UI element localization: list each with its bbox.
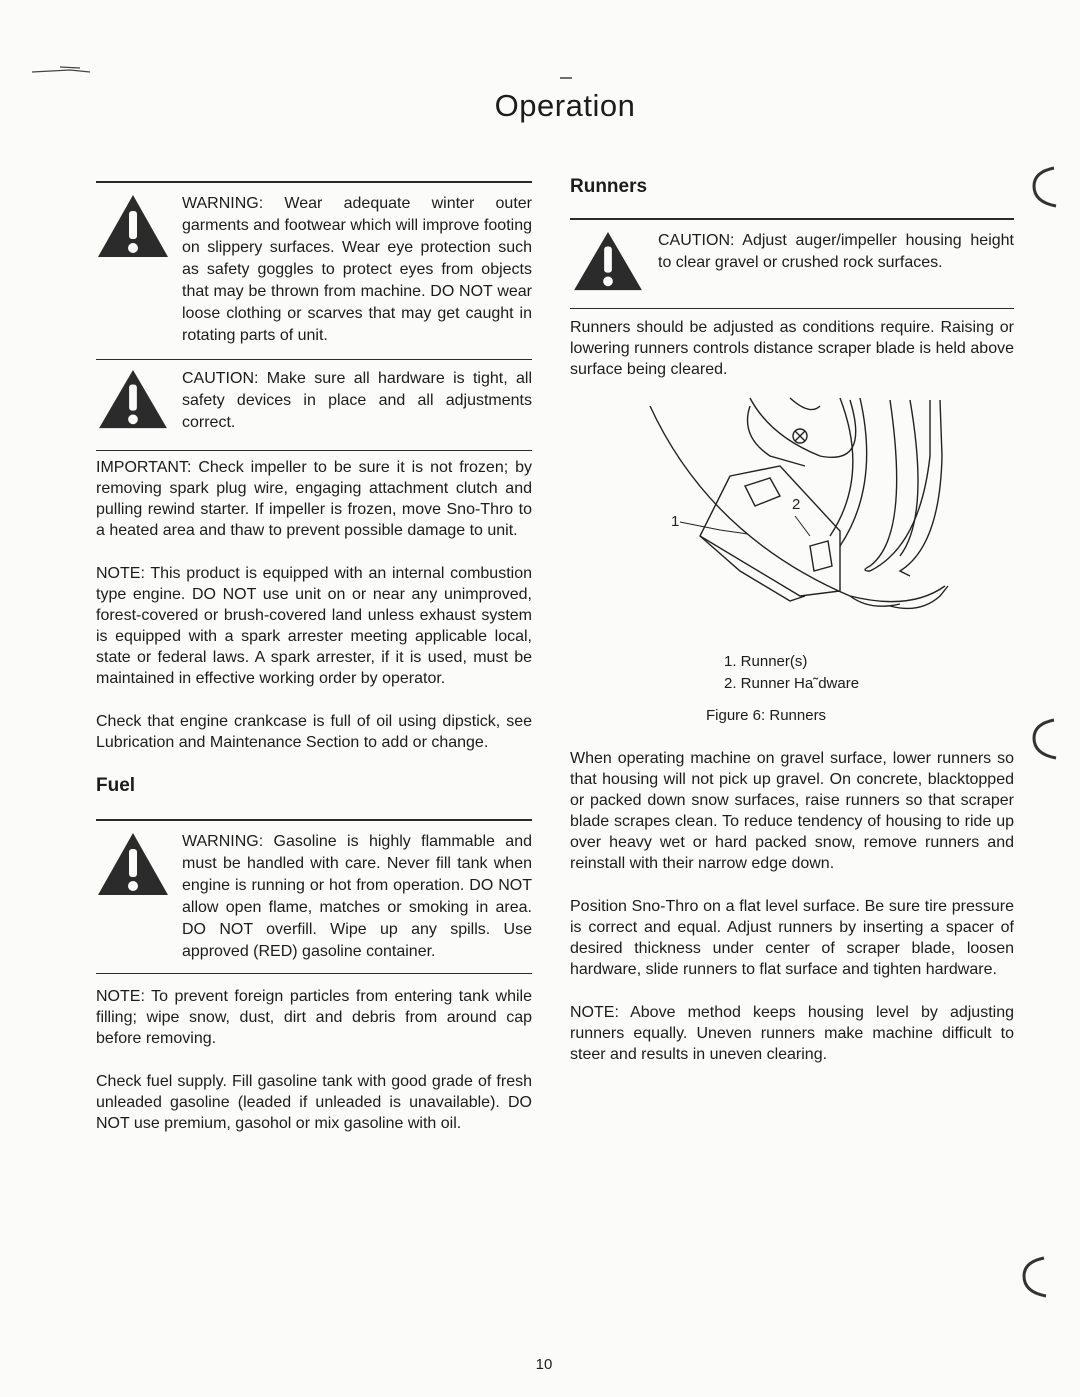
- divider: [96, 450, 532, 451]
- binder-hole: [1028, 164, 1060, 208]
- divider: [96, 973, 532, 974]
- caution-auger-text: CAUTION: Adjust auger/impeller housing height to clear gravel or crushed rock surfaces.: [658, 232, 1014, 271]
- page-title: Operation: [494, 88, 636, 123]
- callout-2: 2: [792, 496, 801, 513]
- divider: [96, 819, 532, 821]
- legend-item: 2. Runner Ha˜dware: [724, 675, 860, 692]
- note-spark-arrester-text: NOTE: This product is equipped with an internal combustion type engine. DO NOT use unit on or near any unimproved, forest-covered or brush-covered land unless exhaust system is equipped with a spark arrester meeting applicable local, state or federal laws. A spark arrester, if it is used, must be maintained in effective working order by operator.: [96, 565, 532, 687]
- legend-item: 1. Runner(s): [724, 653, 808, 670]
- gravel-surface-text: When operating machine on gravel surface, lower runners so that housing will not pick up gravel. On concrete, blacktopped or packed down snow surfaces, raise runners so that scraper blade scrapes clean. To reduce tendency of housing to ride up over heavy wet or hard packed snow, remove runners and reinstall with their narrow edge down.: [570, 750, 1014, 872]
- page-number: 10: [535, 1356, 553, 1373]
- runners-adjust-text: Runners should be adjusted as conditions require. Raising or lowering runners controls distance scraper blade is held above surface being cleared.: [570, 319, 1014, 378]
- divider: [96, 181, 532, 183]
- warning-clothing-notice: [96, 193, 532, 347]
- warning-triangle-icon: [96, 368, 170, 430]
- fuel-heading: Fuel: [96, 775, 136, 796]
- binder-hole: [1028, 716, 1060, 760]
- scan-mark: [30, 62, 120, 76]
- figure-caption: Figure 6: Runners: [706, 707, 827, 724]
- warning-triangle-icon: [96, 831, 170, 897]
- caution-hardware-notice: [96, 368, 532, 434]
- check-crankcase-text: Check that engine crankcase is full of oil using dipstick, see Lubrication and Maintenance Section to add or change.: [96, 713, 532, 751]
- left-column: [96, 181, 532, 1134]
- note-foreign-particles-text: NOTE: To prevent foreign particles from entering tank while filling; wipe snow, dust, dirt and debris from around cap before removing.: [96, 988, 532, 1047]
- divider: [96, 359, 532, 360]
- caution-auger-notice: [570, 230, 1014, 292]
- runners-heading: Runners: [570, 176, 648, 197]
- warning-gasoline-notice: [96, 831, 532, 963]
- warning-gasoline-text: WARNING: Gasoline is highly flammable and must be handled with care. Never fill tank when engine is running or hot from operation. DO NOT allow open flame, matches or smoking in area. DO NOT overfill. Wipe up any spills. Use approved (RED) gasoline container.: [182, 833, 532, 960]
- warning-triangle-icon: [570, 230, 646, 292]
- divider: [570, 308, 1014, 309]
- figure-legend: [724, 651, 1014, 695]
- callout-1: 1: [671, 513, 680, 530]
- caution-hardware-text: CAUTION: Make sure all hardware is tight, all safety devices in place and all adjustments correct.: [182, 370, 532, 431]
- runners-figure: [570, 396, 1014, 641]
- scan-mark: [560, 76, 574, 80]
- warning-triangle-icon: [96, 193, 170, 259]
- position-sno-thro-text: Position Sno-Thro on a flat level surface. Be sure tire pressure is correct and equal. Adjust runners by inserting a spacer of desired thickness under center of scraper blade, loosen hardware, slide runners to flat surface and tighten hardware.: [570, 898, 1014, 978]
- divider: [570, 218, 1014, 220]
- check-fuel-text: Check fuel supply. Fill gasoline tank with good grade of fresh unleaded gasoline (leaded if unleaded is unavailable). DO NOT use premium, gasohol or mix gasoline with oil.: [96, 1073, 532, 1132]
- binder-hole: [1018, 1254, 1050, 1298]
- runner-illustration: [570, 396, 1014, 641]
- warning-clothing-text: WARNING: Wear adequate winter outer garments and footwear which will improve footing on slippery surfaces. Wear eye protection such as safety goggles to protect eyes from objects that may be thrown from machine. DO NOT wear loose clothing or scarves that may get caught in rotating parts of unit.: [182, 195, 532, 344]
- right-column: [570, 176, 1014, 1065]
- important-impeller-text: IMPORTANT: Check impeller to be sure it is not frozen; by removing spark plug wire, engaging attachment clutch and pulling rewind starter. If impeller is frozen, move Sno-Thro to a heated area and thaw to prevent possible damage to unit.: [96, 459, 532, 539]
- note-level-text: NOTE: Above method keeps housing level by adjusting runners equally. Uneven runners make machine difficult to steer and results in uneven clearing.: [570, 1004, 1014, 1063]
